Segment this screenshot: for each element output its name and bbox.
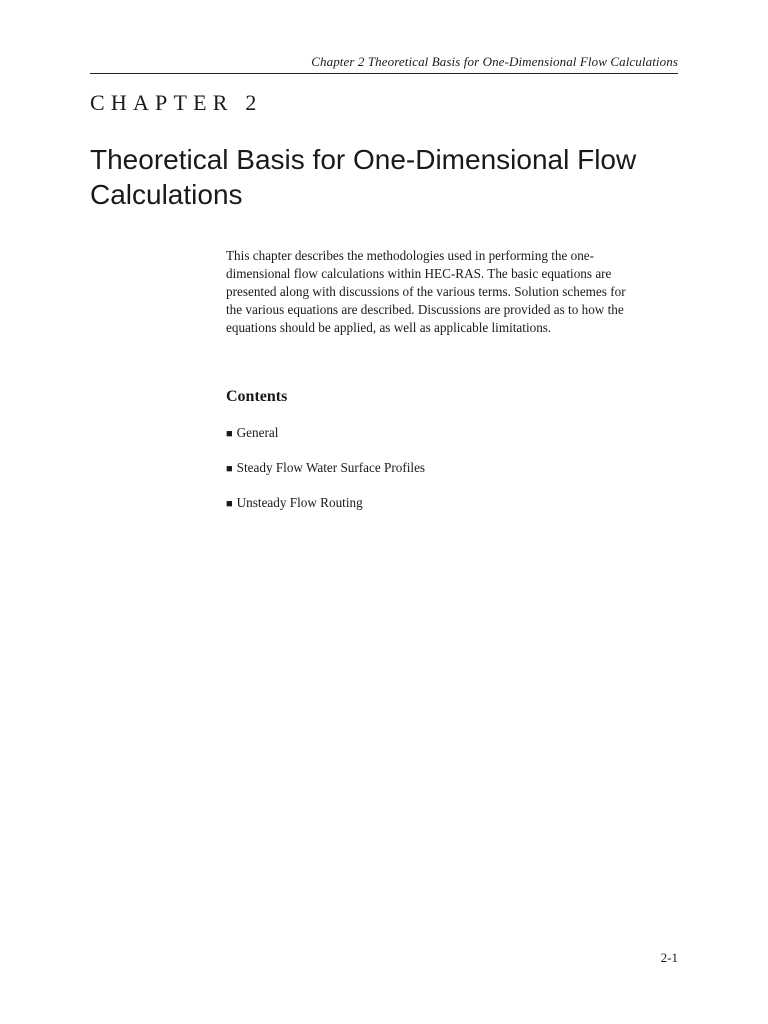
intro-line: dimensional flow calculations within HEC-RAS. The basic equations are — [226, 266, 612, 281]
chapter-title: Theoretical Basis for One-Dimensional Flow Calculations — [90, 144, 637, 210]
square-bullet-icon: ■ — [226, 428, 233, 440]
square-bullet-icon: ■ — [226, 498, 233, 510]
intro-paragraph — [226, 247, 676, 337]
running-header: Chapter 2 Theoretical Basis for One-Dimensional Flow Calculations — [311, 54, 678, 69]
page-number: 2-1 — [660, 950, 678, 965]
chapter-label: CHAPTER 2 — [90, 90, 263, 115]
intro-line: the various equations are described. Discussions are provided as to how the — [226, 302, 624, 317]
intro-line: This chapter describes the methodologies used in performing the one- — [226, 248, 595, 263]
intro-line: equations should be applied, as well as applicable limitations. — [226, 320, 552, 335]
header-rule — [90, 73, 678, 74]
intro-line: presented along with discussions of the various terms. Solution schemes for — [226, 284, 626, 299]
contents-item-unsteady-flow — [226, 494, 425, 529]
contents-item-label: General — [236, 425, 279, 440]
contents-list — [226, 424, 425, 529]
contents-item-general — [226, 424, 425, 459]
contents-item-label: Steady Flow Water Surface Profiles — [236, 460, 426, 475]
contents-heading: Contents — [226, 388, 288, 405]
square-bullet-icon: ■ — [226, 463, 233, 475]
contents-item-label: Unsteady Flow Routing — [236, 495, 363, 510]
contents-item-steady-flow — [226, 459, 425, 494]
